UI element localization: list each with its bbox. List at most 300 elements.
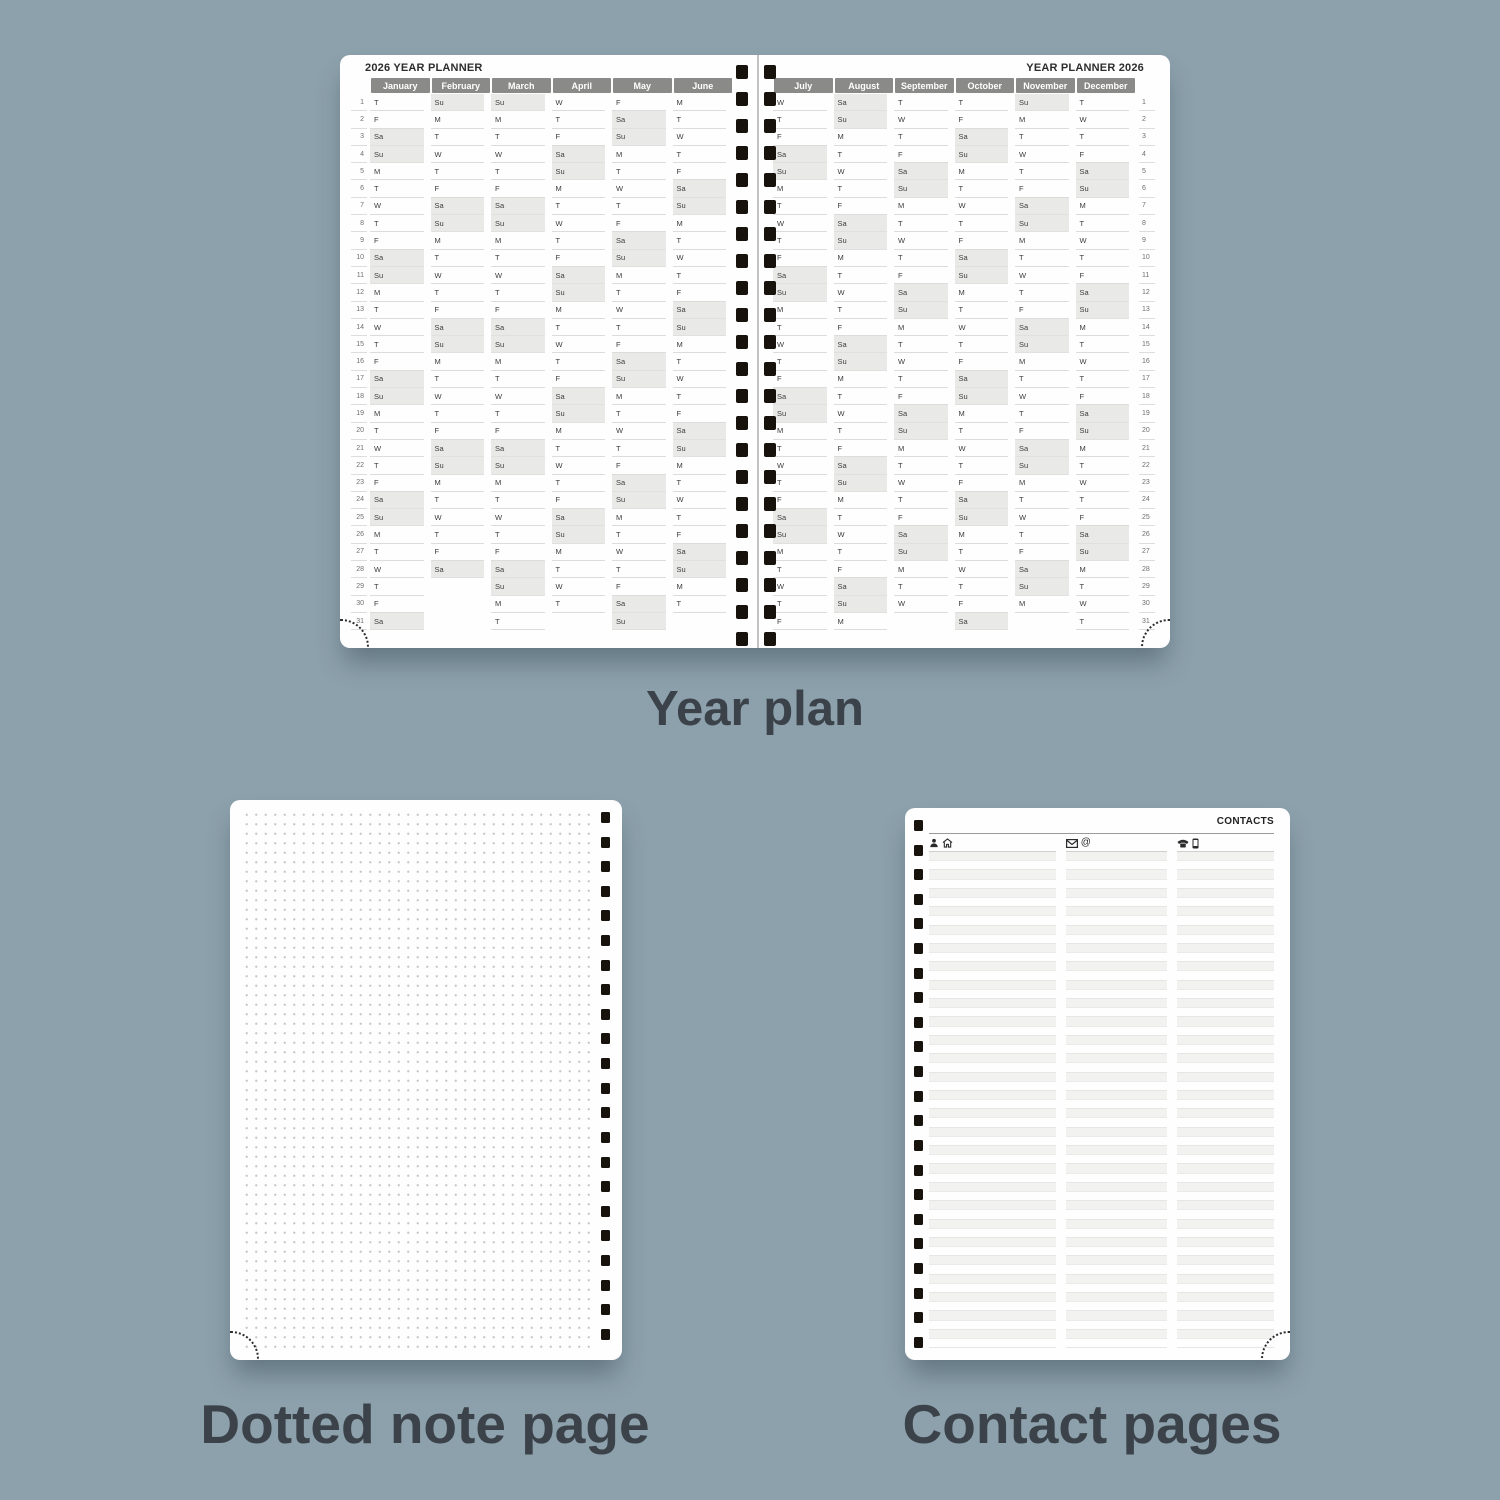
contact-field-cell bbox=[929, 889, 1056, 898]
contact-field-cell bbox=[1066, 926, 1167, 935]
right-page-calendar bbox=[773, 77, 1158, 630]
month-header: January bbox=[371, 78, 430, 93]
day-number-cell: 25 bbox=[348, 509, 370, 526]
day-cell: Sa bbox=[370, 371, 431, 388]
day-cell: T bbox=[955, 423, 1016, 440]
day-cell bbox=[673, 613, 734, 630]
binding-hole bbox=[601, 1329, 610, 1340]
day-number-cell: 10 bbox=[1136, 250, 1158, 267]
binding-hole bbox=[914, 1337, 923, 1348]
day-cell: W bbox=[552, 578, 613, 595]
day-cell: T bbox=[491, 613, 552, 630]
contact-field-cell bbox=[1177, 1118, 1275, 1127]
day-cell: W bbox=[431, 509, 492, 526]
contact-entry-line bbox=[929, 898, 1274, 907]
day-cell: Sa bbox=[612, 596, 673, 613]
day-number-cell: 26 bbox=[1136, 526, 1158, 543]
day-cell: F bbox=[773, 371, 834, 388]
day-cell: Su bbox=[673, 440, 734, 457]
day-cell: W bbox=[370, 198, 431, 215]
contact-entry-line bbox=[929, 1247, 1274, 1256]
day-cell bbox=[431, 578, 492, 595]
contact-entry-line bbox=[929, 907, 1274, 916]
contact-field-cell bbox=[1066, 962, 1167, 971]
contact-field-cell bbox=[929, 907, 1056, 916]
day-cell: T bbox=[1015, 405, 1076, 422]
contact-field-cell bbox=[1177, 1027, 1275, 1036]
day-cell: Sa bbox=[773, 146, 834, 163]
binding-hole bbox=[736, 146, 748, 160]
contact-field-cell bbox=[1066, 1330, 1167, 1339]
binding-hole bbox=[914, 1312, 923, 1323]
day-cell: M bbox=[673, 215, 734, 232]
day-cell: Sa bbox=[834, 457, 895, 474]
day-cell: T bbox=[834, 509, 895, 526]
binding-hole bbox=[914, 845, 923, 856]
contact-field-cell bbox=[1066, 1183, 1167, 1192]
contact-field-cell bbox=[1066, 1275, 1167, 1284]
day-cell: T bbox=[773, 232, 834, 249]
binding-hole bbox=[736, 92, 748, 106]
day-cell: T bbox=[370, 302, 431, 319]
contact-field-cell bbox=[929, 1330, 1056, 1339]
binding-hole bbox=[736, 335, 748, 349]
day-cell: Su bbox=[773, 284, 834, 301]
contact-entry-line bbox=[929, 1210, 1274, 1219]
contact-field-cell bbox=[929, 1201, 1056, 1210]
contact-field-cell bbox=[929, 1073, 1056, 1082]
binding-hole bbox=[601, 960, 610, 971]
day-cell: Su bbox=[894, 423, 955, 440]
day-cell: M bbox=[552, 544, 613, 561]
day-number-cell: 18 bbox=[348, 388, 370, 405]
day-cell: Sa bbox=[370, 613, 431, 630]
day-cell: M bbox=[1015, 353, 1076, 370]
day-cell: T bbox=[894, 492, 955, 509]
day-cell: F bbox=[370, 111, 431, 128]
contact-field-cell bbox=[929, 1008, 1056, 1017]
day-cell: F bbox=[1076, 267, 1137, 284]
day-cell: F bbox=[1015, 423, 1076, 440]
day-cell: F bbox=[612, 578, 673, 595]
day-cell: Su bbox=[491, 457, 552, 474]
day-cell: T bbox=[834, 302, 895, 319]
contact-field-cell bbox=[1066, 981, 1167, 990]
day-number-cell: 31 bbox=[1136, 613, 1158, 630]
contact-field-cell bbox=[1066, 1302, 1167, 1311]
day-cell: T bbox=[1076, 250, 1137, 267]
day-cell: T bbox=[491, 284, 552, 301]
binding-hole bbox=[736, 308, 748, 322]
contact-field-cell bbox=[1066, 852, 1167, 861]
day-cell: Su bbox=[370, 388, 431, 405]
day-cell: T bbox=[894, 578, 955, 595]
day-number-cell: 12 bbox=[348, 284, 370, 301]
day-cell: T bbox=[673, 475, 734, 492]
contact-field-cell bbox=[929, 971, 1056, 980]
day-cell: M bbox=[894, 198, 955, 215]
day-cell: W bbox=[894, 353, 955, 370]
contact-field-cell bbox=[1177, 1339, 1275, 1348]
day-cell: M bbox=[894, 561, 955, 578]
home-icon bbox=[942, 838, 953, 848]
contact-field-cell bbox=[1066, 1339, 1167, 1348]
day-cell: T bbox=[491, 371, 552, 388]
day-cell: T bbox=[1076, 129, 1137, 146]
day-cell: M bbox=[894, 319, 955, 336]
day-number-cell: 9 bbox=[348, 232, 370, 249]
contact-field-cell bbox=[1177, 999, 1275, 1008]
day-cell: F bbox=[955, 475, 1016, 492]
contact-field-cell bbox=[1066, 880, 1167, 889]
day-cell: Sa bbox=[673, 302, 734, 319]
day-cell: T bbox=[1076, 492, 1137, 509]
month-header: March bbox=[492, 78, 551, 93]
day-cell: Sa bbox=[370, 250, 431, 267]
day-cell: F bbox=[894, 146, 955, 163]
contact-entry-line bbox=[929, 1036, 1274, 1045]
contact-field-cell bbox=[1177, 1128, 1275, 1137]
day-cell: M bbox=[552, 423, 613, 440]
day-cell: T bbox=[955, 336, 1016, 353]
contact-field-cell bbox=[1177, 953, 1275, 962]
contact-field-cell bbox=[929, 1054, 1056, 1063]
day-cell: Sa bbox=[491, 561, 552, 578]
day-cell: F bbox=[431, 180, 492, 197]
day-cell: F bbox=[431, 302, 492, 319]
day-cell: Sa bbox=[834, 578, 895, 595]
day-cell: Su bbox=[612, 613, 673, 630]
day-cell: T bbox=[612, 163, 673, 180]
binding-hole bbox=[736, 443, 748, 457]
day-cell: F bbox=[552, 250, 613, 267]
contact-entry-line bbox=[929, 971, 1274, 980]
day-cell: T bbox=[1015, 492, 1076, 509]
contact-field-cell bbox=[1177, 1201, 1275, 1210]
day-cell: Su bbox=[491, 578, 552, 595]
day-cell: T bbox=[612, 440, 673, 457]
binding-hole bbox=[914, 1189, 923, 1200]
binding-hole bbox=[764, 416, 776, 430]
day-number-cell: 28 bbox=[1136, 561, 1158, 578]
day-cell: Sa bbox=[431, 440, 492, 457]
day-cell: M bbox=[773, 180, 834, 197]
day-cell: T bbox=[612, 405, 673, 422]
binding-hole bbox=[764, 173, 776, 187]
day-number-cell: 30 bbox=[348, 596, 370, 613]
day-cell: W bbox=[955, 561, 1016, 578]
contacts-column-headers bbox=[929, 836, 1274, 851]
contact-field-cell bbox=[1177, 1256, 1275, 1265]
day-number-cell: 17 bbox=[1136, 371, 1158, 388]
contact-field-cell bbox=[1177, 1036, 1275, 1045]
day-cell: Sa bbox=[955, 492, 1016, 509]
contact-entry-line bbox=[929, 1073, 1274, 1082]
spiral-binding-holes bbox=[601, 812, 610, 1340]
day-cell: W bbox=[612, 544, 673, 561]
day-cell: T bbox=[370, 578, 431, 595]
contact-field-cell bbox=[1066, 944, 1167, 953]
contacts-rows bbox=[929, 852, 1274, 1348]
day-cell: F bbox=[834, 561, 895, 578]
day-cell: F bbox=[955, 596, 1016, 613]
contact-field-cell bbox=[1066, 1146, 1167, 1155]
contact-entry-line bbox=[929, 1183, 1274, 1192]
binding-hole bbox=[736, 389, 748, 403]
day-cell: F bbox=[552, 371, 613, 388]
day-cell: Sa bbox=[370, 129, 431, 146]
day-cell: T bbox=[491, 492, 552, 509]
day-cell: T bbox=[894, 94, 955, 111]
binding-hole bbox=[764, 335, 776, 349]
day-cell: Su bbox=[834, 596, 895, 613]
contact-field-cell bbox=[1066, 1155, 1167, 1164]
contact-field-cell bbox=[1066, 1284, 1167, 1293]
day-cell: M bbox=[834, 129, 895, 146]
contact-entry-line bbox=[929, 953, 1274, 962]
contact-field-cell bbox=[929, 1275, 1056, 1284]
binding-hole bbox=[764, 497, 776, 511]
day-cell: F bbox=[773, 492, 834, 509]
day-cell: M bbox=[834, 371, 895, 388]
day-number-cell: 12 bbox=[1136, 284, 1158, 301]
day-cell: F bbox=[1015, 302, 1076, 319]
day-number-cell: 19 bbox=[1136, 405, 1158, 422]
contact-field-cell bbox=[1066, 1054, 1167, 1063]
day-number-cell: 19 bbox=[348, 405, 370, 422]
day-number-cell: 3 bbox=[1136, 129, 1158, 146]
day-number-cell: 29 bbox=[348, 578, 370, 595]
binding-hole bbox=[736, 632, 748, 646]
binding-hole bbox=[601, 1107, 610, 1118]
day-cell: T bbox=[1015, 163, 1076, 180]
at-icon: @ bbox=[1080, 837, 1091, 848]
contact-field-cell bbox=[1177, 1073, 1275, 1082]
day-cell: M bbox=[552, 302, 613, 319]
day-number-cell: 15 bbox=[348, 336, 370, 353]
binding-hole bbox=[914, 968, 923, 979]
day-cell: W bbox=[1076, 475, 1137, 492]
contact-field-cell bbox=[929, 1210, 1056, 1219]
contact-field-cell bbox=[929, 1027, 1056, 1036]
day-cell: Su bbox=[955, 267, 1016, 284]
day-cell: M bbox=[834, 492, 895, 509]
day-cell: T bbox=[431, 492, 492, 509]
contact-field-cell bbox=[1177, 916, 1275, 925]
day-cell: F bbox=[370, 232, 431, 249]
binding-hole bbox=[764, 65, 776, 79]
day-cell: M bbox=[491, 596, 552, 613]
day-cell: W bbox=[773, 94, 834, 111]
binding-hole bbox=[764, 524, 776, 538]
day-cell: T bbox=[773, 561, 834, 578]
day-number-cell: 16 bbox=[348, 353, 370, 370]
binding-hole bbox=[764, 551, 776, 565]
contact-field-cell bbox=[1177, 935, 1275, 944]
day-cell: T bbox=[673, 388, 734, 405]
day-cell: T bbox=[370, 457, 431, 474]
day-cell: M bbox=[370, 405, 431, 422]
day-cell: F bbox=[1015, 180, 1076, 197]
binding-hole bbox=[601, 935, 610, 946]
day-cell: Sa bbox=[955, 371, 1016, 388]
binding-hole bbox=[764, 362, 776, 376]
contact-entry-line bbox=[929, 1045, 1274, 1054]
day-cell: F bbox=[612, 215, 673, 232]
day-cell: Su bbox=[431, 457, 492, 474]
contact-field-cell bbox=[1177, 1238, 1275, 1247]
day-cell: Sa bbox=[552, 509, 613, 526]
contact-field-cell bbox=[1066, 907, 1167, 916]
day-cell: W bbox=[1076, 353, 1137, 370]
contact-field-cell bbox=[1066, 870, 1167, 879]
day-cell: Su bbox=[1076, 180, 1137, 197]
day-cell: F bbox=[1076, 146, 1137, 163]
contact-field-cell bbox=[929, 1247, 1056, 1256]
day-number-cell: 7 bbox=[1136, 198, 1158, 215]
contact-field-cell bbox=[1177, 1210, 1275, 1219]
day-cell: Su bbox=[894, 180, 955, 197]
contact-entry-line bbox=[929, 926, 1274, 935]
contact-field-cell bbox=[929, 1311, 1056, 1320]
day-cell: Su bbox=[773, 526, 834, 543]
day-cell: Sa bbox=[1076, 163, 1137, 180]
contact-field-cell bbox=[1066, 1238, 1167, 1247]
day-cell: Su bbox=[431, 94, 492, 111]
day-number-cell: 5 bbox=[1136, 163, 1158, 180]
day-number-cell: 26 bbox=[348, 526, 370, 543]
year-planner-spread bbox=[340, 55, 1170, 648]
contact-field-cell bbox=[1177, 1174, 1275, 1183]
binding-hole bbox=[914, 918, 923, 929]
contact-entry-line bbox=[929, 1229, 1274, 1238]
contact-entry-line bbox=[929, 1284, 1274, 1293]
binding-hole bbox=[764, 146, 776, 160]
day-number-cell: 31 bbox=[348, 613, 370, 630]
desk-phone-icon bbox=[1177, 838, 1189, 848]
contact-field-cell bbox=[1066, 1220, 1167, 1229]
contact-field-cell bbox=[1066, 889, 1167, 898]
contact-entry-line bbox=[929, 1164, 1274, 1173]
day-cell: M bbox=[552, 180, 613, 197]
binding-hole bbox=[736, 524, 748, 538]
day-cell: Su bbox=[612, 492, 673, 509]
dot-grid bbox=[240, 808, 592, 1350]
contact-entry-line bbox=[929, 1265, 1274, 1274]
contact-entry-line bbox=[929, 1100, 1274, 1109]
contact-entry-line bbox=[929, 1128, 1274, 1137]
day-number-cell: 24 bbox=[1136, 492, 1158, 509]
day-cell: M bbox=[673, 457, 734, 474]
day-cell: F bbox=[612, 457, 673, 474]
day-number-cell: 4 bbox=[1136, 146, 1158, 163]
day-cell: W bbox=[894, 596, 955, 613]
contact-field-cell bbox=[929, 1192, 1056, 1201]
contact-entry-line bbox=[929, 1293, 1274, 1302]
contact-field-cell bbox=[929, 1321, 1056, 1330]
contact-field-cell bbox=[1177, 889, 1275, 898]
day-cell: M bbox=[1076, 561, 1137, 578]
day-cell: W bbox=[1015, 146, 1076, 163]
contact-field-cell bbox=[1066, 1100, 1167, 1109]
binding-hole bbox=[764, 119, 776, 133]
day-cell: M bbox=[773, 423, 834, 440]
binding-hole bbox=[601, 1230, 610, 1241]
day-cell: T bbox=[773, 475, 834, 492]
contact-entry-line bbox=[929, 1118, 1274, 1127]
binding-hole bbox=[736, 281, 748, 295]
binding-hole bbox=[914, 1288, 923, 1299]
contact-entry-line bbox=[929, 1063, 1274, 1072]
contact-field-cell bbox=[1066, 898, 1167, 907]
day-cell: F bbox=[491, 302, 552, 319]
contact-field-cell bbox=[1177, 870, 1275, 879]
day-cell: Su bbox=[834, 353, 895, 370]
day-cell: Su bbox=[955, 388, 1016, 405]
day-cell: W bbox=[491, 146, 552, 163]
binding-hole bbox=[914, 1017, 923, 1028]
contact-field-cell bbox=[929, 999, 1056, 1008]
day-cell: F bbox=[491, 544, 552, 561]
day-cell: Sa bbox=[773, 509, 834, 526]
contact-entry-line bbox=[929, 1330, 1274, 1339]
day-cell: M bbox=[612, 267, 673, 284]
contact-field-cell bbox=[929, 1238, 1056, 1247]
day-cell bbox=[552, 613, 613, 630]
email-column-header bbox=[1066, 836, 1167, 852]
contact-field-cell bbox=[929, 1293, 1056, 1302]
day-cell: F bbox=[773, 250, 834, 267]
binding-hole bbox=[764, 389, 776, 403]
day-cell: W bbox=[431, 267, 492, 284]
day-number-cell: 13 bbox=[1136, 302, 1158, 319]
day-cell: Sa bbox=[955, 613, 1016, 630]
contact-field-cell bbox=[929, 1137, 1056, 1146]
day-cell: W bbox=[370, 319, 431, 336]
day-cell: T bbox=[673, 596, 734, 613]
day-cell: T bbox=[1076, 578, 1137, 595]
contact-field-cell bbox=[929, 962, 1056, 971]
day-cell: Sa bbox=[834, 336, 895, 353]
contact-field-cell bbox=[929, 852, 1056, 861]
contact-entry-line bbox=[929, 1238, 1274, 1247]
contact-entry-line bbox=[929, 861, 1274, 870]
day-number-cell: 2 bbox=[348, 111, 370, 128]
day-cell: T bbox=[773, 111, 834, 128]
binding-hole bbox=[601, 984, 610, 995]
contact-field-cell bbox=[1066, 1128, 1167, 1137]
contact-field-cell bbox=[1066, 935, 1167, 944]
binding-hole bbox=[764, 227, 776, 241]
day-cell: T bbox=[894, 215, 955, 232]
day-cell: T bbox=[834, 544, 895, 561]
day-cell: T bbox=[834, 423, 895, 440]
day-number-cell: 29 bbox=[1136, 578, 1158, 595]
day-cell: W bbox=[1015, 388, 1076, 405]
day-cell: F bbox=[431, 423, 492, 440]
day-cell: T bbox=[370, 94, 431, 111]
day-cell: T bbox=[552, 440, 613, 457]
binding-hole bbox=[914, 943, 923, 954]
day-cell: Sa bbox=[431, 198, 492, 215]
day-number-cell: 30 bbox=[1136, 596, 1158, 613]
contact-field-cell bbox=[929, 990, 1056, 999]
contact-field-cell bbox=[1177, 1183, 1275, 1192]
day-cell: F bbox=[773, 613, 834, 630]
contact-entry-line bbox=[929, 1311, 1274, 1320]
binding-hole bbox=[601, 1157, 610, 1168]
spiral-binding-left-column bbox=[736, 65, 748, 646]
